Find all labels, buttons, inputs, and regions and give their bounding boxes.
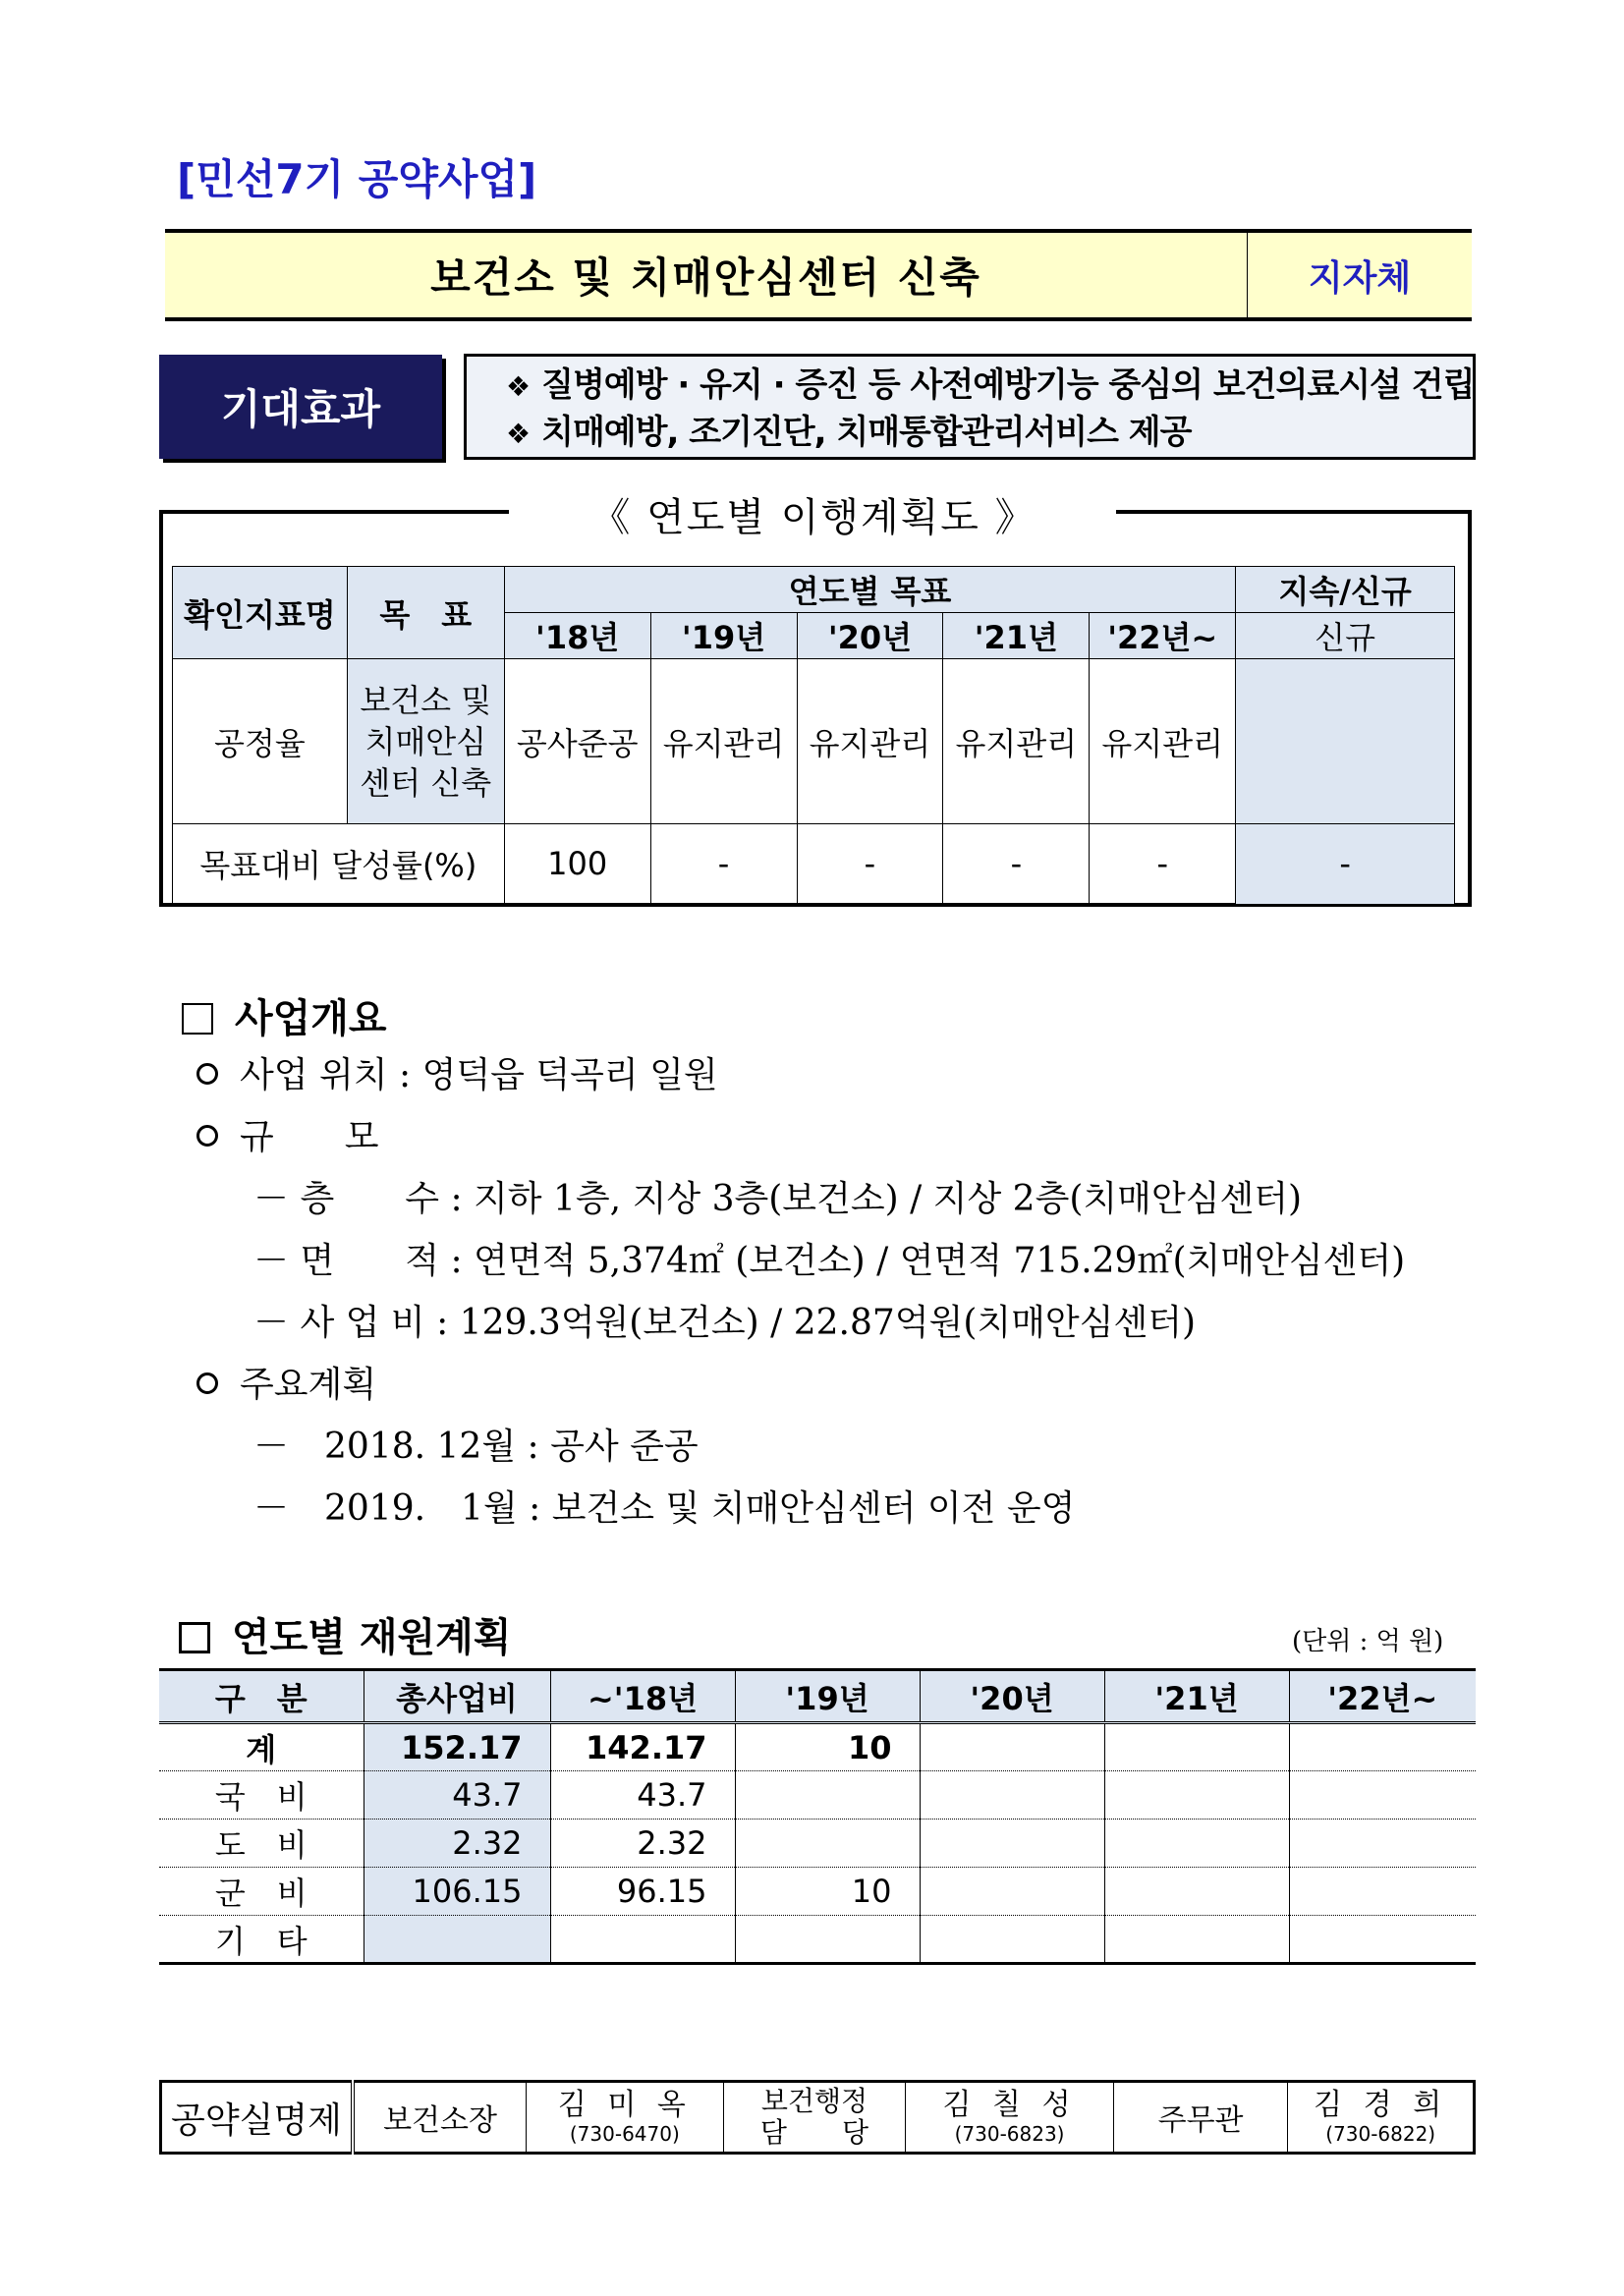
role-cell: 보건행정 담 당 [723,2082,906,2154]
contact-name: 김 미 옥 [557,2088,692,2122]
funding-row-label: 군 비 [159,1868,364,1916]
header-target: 목 표 [347,567,504,659]
overview-line: 규 모 [196,1109,379,1159]
circle-bullet-icon [196,1125,218,1147]
header-status: 지속/신규 [1236,567,1455,613]
header-year: '22년~ [1090,613,1236,659]
contact-cell [906,2082,1114,2154]
funding-cell [920,1916,1104,1964]
achievement-label: 목표대비 달성률(%) [173,824,505,905]
circle-bullet-icon [196,1372,218,1394]
plan-value-cell: 유지관리 [797,659,943,824]
funding-cell [920,1723,1104,1771]
contact-cell [1288,2082,1475,2154]
overview-section-title: 사업개요 [182,987,387,1043]
divider [1116,510,1472,514]
effect-line: ❖ 질병예방 · 유지 · 증진 등 사전예방기능 중심의 보건의료시설 건립 [506,365,1475,405]
funding-header: 총사업비 [364,1670,550,1723]
overview-line: － 2018. 12월 : 공사 준공 [253,1427,699,1467]
header-year: '19년 [650,613,797,659]
plan-value-cell: 유지관리 [650,659,797,824]
achievement-value: 100 [504,824,650,905]
funding-cell: 10 [735,1723,920,1771]
header-indicator: 확인지표명 [173,567,348,659]
pledge-owner-label: 공약실명제 [161,2082,354,2154]
header-yearly-target: 연도별 목표 [504,567,1235,613]
role-cell: 주무관 [1113,2082,1288,2154]
funding-section-title: 연도별 재원계획 [179,1606,511,1662]
funding-cell [1289,1723,1476,1771]
square-bullet-icon [182,1003,213,1035]
funding-cell: 10 [735,1868,920,1916]
overview-line: 사업 위치 : 영덕읍 덕곡리 일원 [196,1047,718,1097]
funding-cell [920,1820,1104,1868]
overview-line: － 층 수 : 지하 1층, 지상 3층(보건소) / 지상 2층(치매안심센터) [253,1179,1303,1219]
funding-header: '19년 [735,1670,920,1723]
achievement-status: - [1236,824,1455,905]
funding-row-label: 국 비 [159,1771,364,1820]
funding-cell: 43.7 [550,1771,735,1820]
funding-cell [1104,1916,1289,1964]
funding-header: ~'18년 [550,1670,735,1723]
expected-effect-label: 기대효과 [159,355,442,459]
plan-title: 《 연도별 이행계획도 》 [590,495,1036,540]
funding-cell [1104,1820,1289,1868]
funding-cell: 152.17 [364,1723,550,1771]
achievement-value: - [1090,824,1236,905]
funding-header: '21년 [1104,1670,1289,1723]
funding-cell: 43.7 [364,1771,550,1820]
divider [159,510,509,514]
contact-name: 김 칠 성 [942,2088,1077,2122]
funding-header: '20년 [920,1670,1104,1723]
circle-bullet-icon [196,1063,218,1085]
unit-note: (단위 : 억 원) [1292,1627,1444,1656]
overview-line: － 2019. 1월 : 보건소 및 치매안심센터 이전 운영 [253,1488,1076,1529]
role-cell: 보건소장 [353,2082,527,2154]
funding-cell [1104,1868,1289,1916]
header-year: '21년 [943,613,1090,659]
funding-cell [1289,1820,1476,1868]
header-year: '18년 [504,613,650,659]
funding-cell: 2.32 [550,1820,735,1868]
funding-header: 구 분 [159,1670,364,1723]
project-title: 보건소 및 치매안심센터 신축 [165,233,1248,317]
funding-cell [735,1916,920,1964]
contact-cell [527,2082,724,2154]
pledge-owner-table [159,2080,1476,2155]
funding-cell: 96.15 [550,1868,735,1916]
funding-cell [920,1868,1104,1916]
project-title-box [165,229,1472,321]
square-bullet-icon [179,1622,210,1653]
funding-cell [1289,1916,1476,1964]
funding-cell [1104,1771,1289,1820]
funding-cell: 106.15 [364,1868,550,1916]
achievement-value: - [650,824,797,905]
funding-cell [735,1771,920,1820]
effect-line: ❖ 치매예방, 조기진단, 치매통합관리서비스 제공 [506,413,1192,452]
expected-effect-box [464,354,1476,460]
achievement-value: - [943,824,1090,905]
diamond-bullet-icon: ❖ [506,370,531,403]
overview-line: － 사 업 비 : 129.3억원(보건소) / 22.87억원(치매안심센터) [253,1303,1197,1343]
diamond-bullet-icon: ❖ [506,418,531,450]
funding-cell [364,1916,550,1964]
target-cell: 보건소 및 치매안심 센터 신축 [347,659,504,824]
indicator-cell: 공정율 [173,659,348,824]
funding-cell [920,1771,1104,1820]
funding-cell [1289,1868,1476,1916]
funding-cell [1104,1723,1289,1771]
funding-table [159,1668,1476,1965]
plan-value-cell: 유지관리 [943,659,1090,824]
contact-phone: (730-6470) [569,2122,680,2146]
contact-name: 김 경 희 [1314,2088,1448,2122]
contact-phone: (730-6823) [954,2122,1065,2146]
funding-cell [1289,1771,1476,1820]
funding-cell [735,1820,920,1868]
status-value: 신규 [1236,613,1455,659]
funding-row-label: 기 타 [159,1916,364,1964]
status-cell [1236,659,1455,824]
plan-value-cell: 공사준공 [504,659,650,824]
contact-phone: (730-6822) [1325,2122,1436,2146]
header-year: '20년 [797,613,943,659]
plan-value-cell: 유지관리 [1090,659,1236,824]
overview-line: 주요계획 [196,1357,376,1407]
funding-cell: 2.32 [364,1820,550,1868]
funding-cell [550,1916,735,1964]
funding-row-label: 도 비 [159,1820,364,1868]
funding-row-label: 계 [159,1723,364,1771]
yearly-plan-table [172,566,1455,906]
page-header-tag: [민선7기 공약사업] [177,155,537,203]
funding-header: '22년~ [1289,1670,1476,1723]
funding-cell: 142.17 [550,1723,735,1771]
project-category: 지자체 [1308,257,1412,299]
achievement-value: - [797,824,943,905]
overview-line: － 면 적 : 연면적 5,374㎡ (보건소) / 연면적 715.29㎡(치매안심센터) [253,1241,1406,1281]
